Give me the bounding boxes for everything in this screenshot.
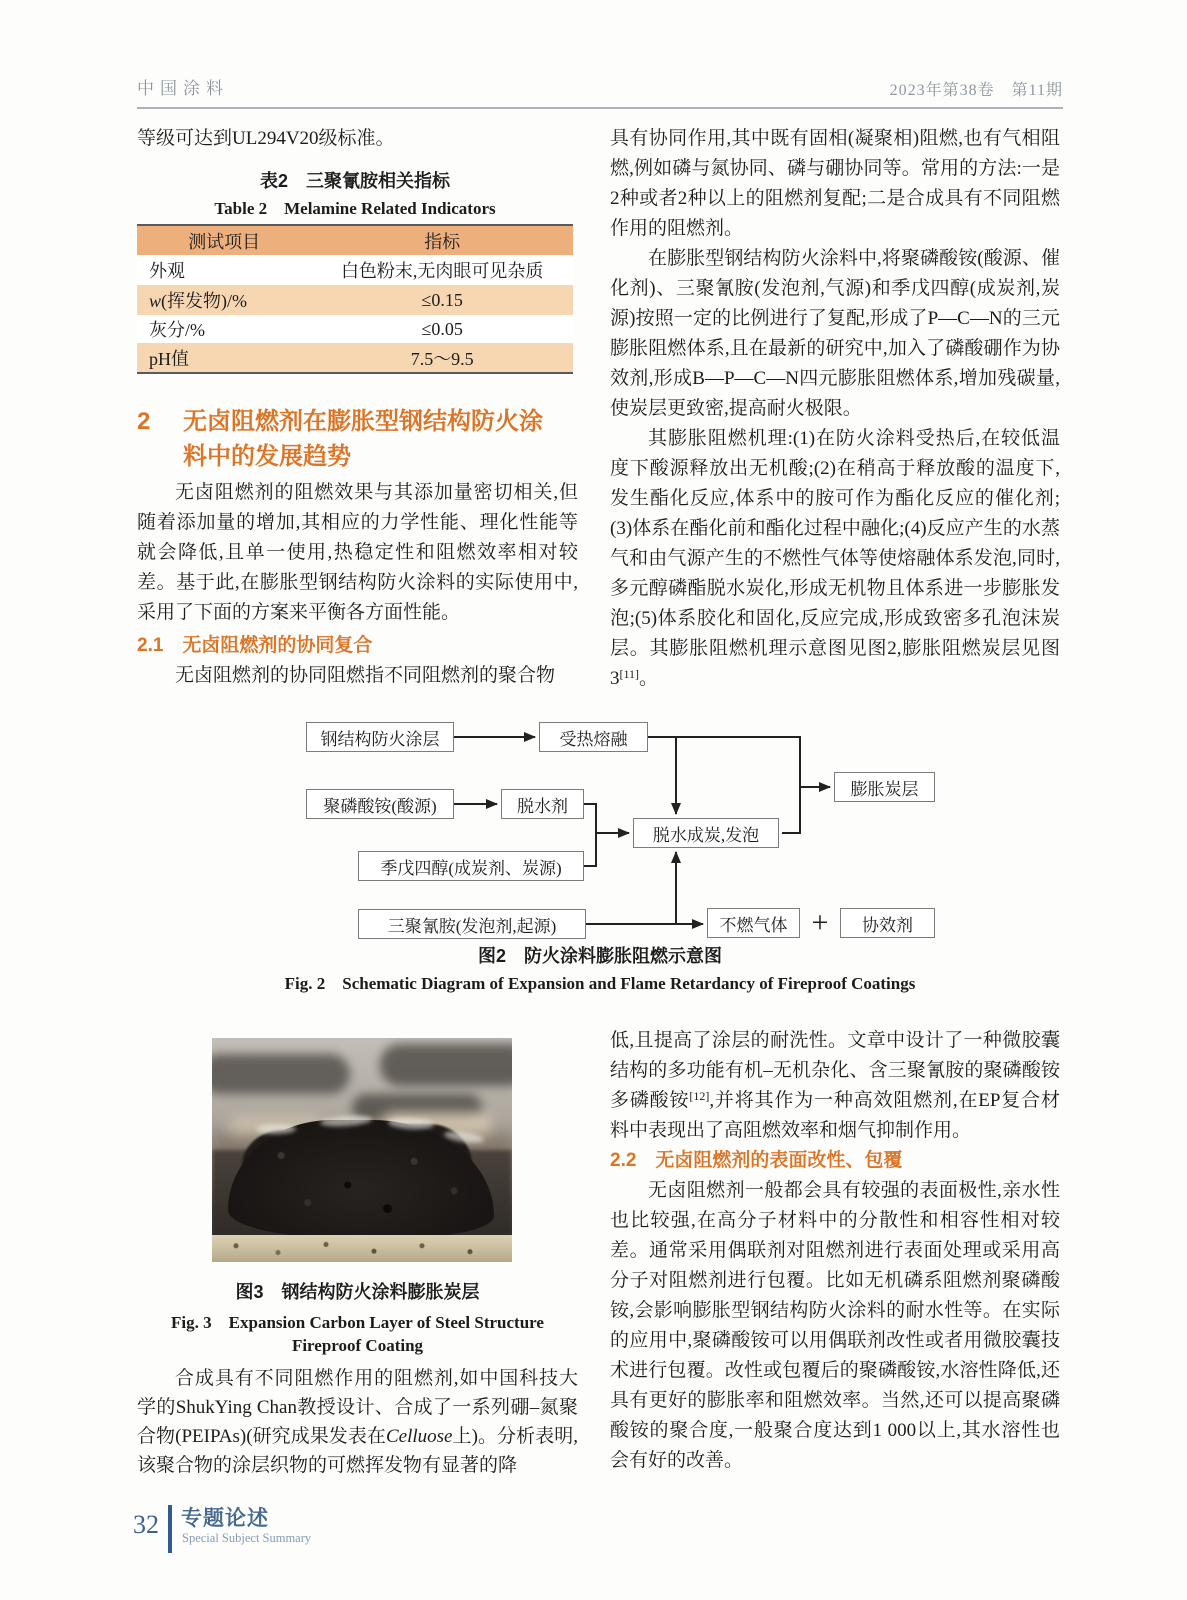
node-expansion-char: 膨胀炭层	[834, 772, 935, 802]
figure3-caption-en-line1: Fig. 3 Expansion Carbon Layer of Steel Structure	[171, 1313, 544, 1332]
left-bottom-paragraph: 合成具有不同阻燃作用的阻燃剂,如中国科技大学的ShukYing Chan教授设计、合成了一系列硼–氮聚合物(PEIPAs)(研究成果发表在Celluose上)。分析表明,该聚合物的涂层织物的可燃挥发物有显著的降	[137, 1368, 579, 1476]
table2-col1-header: 测试项目	[188, 231, 261, 252]
section-2-heading	[137, 404, 585, 474]
node-ammonium-polyphosphate: 聚磷酸铵(酸源)	[306, 789, 454, 819]
right-bottom-paragraph-1: 低,且提高了涂层的耐洗性。文章中设计了一种微胶囊结构的多功能有机–无机杂化、含三聚氰胺的聚磷酸铵多磷酸铵[12],并将其作为一种高效阻燃剂,在EP复合材料中表现出了高阻燃效率和烟气抑制作用。	[610, 1030, 1060, 1141]
right-paragraph-1: 具有协同作用,其中既有固相(凝聚相)阻燃,也有气相阻燃,例如磷与氮协同、磷与硼协同等。常用的方法:一是2种或者2种以上的阻燃剂复配;二是合成具有不同阻燃作用的阻燃剂。	[610, 128, 1060, 239]
table-cell-item: 外观	[149, 261, 185, 281]
right-paragraph-3: 其膨胀阻燃机理:(1)在防火涂料受热后,在较低温度下酸源释放出无机酸;(2)在稍高于释放酸的温度下,发生酯化反应,体系中的胺可作为酯化反应的催化剂;(3)体系在酯化前和酯化过程中融化;(4)反应产生的水蒸气和由气源产生的不燃性气体等使熔融体系发泡,同时,多元醇磷酯脱水炭化,形成无机物且体系进一步膨胀发泡;(5)体系胶化和固化,反应完成,形成致密多孔泡沫炭层。其膨胀阻燃机理示意图见图2,膨胀阻燃炭层见图3[11]。	[610, 428, 1060, 689]
node-dehydrator: 脱水剂	[501, 789, 584, 819]
photo-background-blob	[212, 1054, 350, 1094]
figure3-caption-zh: 图3 钢结构防火涂料膨胀炭层	[235, 1282, 480, 1302]
journal-name: 中国涂料	[137, 79, 229, 98]
table2-title-zh: 表2 三聚氰胺相关指标	[259, 171, 450, 191]
section-2-1-heading: 2.1 无卤阻燃剂的协同复合	[137, 635, 373, 656]
footer-column-en: Special Subject Summary	[182, 1531, 312, 1545]
table-cell-value: ≤0.15	[421, 289, 463, 310]
figure2-flowchart	[290, 695, 950, 945]
left-paragraph-2: 无卤阻燃剂的协同阻燃指不同阻燃剂的聚合物	[175, 665, 556, 686]
citation-12: [12]	[689, 1089, 710, 1103]
table-row	[137, 255, 573, 285]
table-cell-value: 白色粉末,无肉眼可见杂质	[340, 261, 544, 281]
node-pentaerythritol: 季戊四醇(成炭剂、炭源)	[358, 851, 584, 881]
citation-11: [11]	[619, 667, 640, 681]
figure3-caption-en-line2: Fireproof Coating	[291, 1336, 424, 1355]
header-rule	[137, 107, 1063, 109]
footer-divider-bar	[168, 1505, 172, 1553]
table-cell-value: 7.5～9.5	[410, 348, 474, 369]
table2-header-row	[137, 226, 573, 255]
figure2-caption-en: Fig. 2 Schematic Diagram of Expansion and Flame Retardancy of Fireproof Coatings	[284, 974, 916, 993]
footer-column-zh: 专题论述	[181, 1507, 269, 1530]
page-number: 32	[133, 1510, 159, 1539]
section-2-number: 2	[137, 408, 151, 435]
table-cell-item: 灰分/%	[149, 320, 205, 340]
table-row	[137, 315, 573, 343]
figure2-caption-zh: 图2 防火涂料膨胀阻燃示意图	[477, 946, 722, 966]
figure3-photo	[212, 1038, 512, 1262]
plus-sign: +	[811, 906, 829, 939]
right-bottom-paragraph-2: 无卤阻燃剂一般都会具有较强的表面极性,亲水性也比较强,在高分子材料中的分散性和相容性相对较差。通常采用偶联剂对阻燃剂进行表面处理或采用高分子对阻燃剂进行包覆。比如无机磷系阻燃剂聚磷酸铵,会影响膨胀型钢结构防火涂料的耐水性等。在实际的应用中,聚磷酸铵可以用偶联剂改性或者用微胶囊技术进行包覆。改性或包覆后的聚磷酸铵,水溶性降低,还具有更好的膨胀率和阻燃效率。当然,还可以提高聚磷酸铵的聚合度,一般聚合度达到1 000以上,其水溶性也会有好的改善。	[610, 1180, 1060, 1471]
photo-background-blob	[380, 1044, 512, 1086]
table-row	[137, 285, 573, 315]
volatile-label: (挥发物)/%	[161, 291, 247, 311]
node-nonflammable-gas: 不燃气体	[707, 908, 800, 938]
issue-info: 2023年第38卷 第11期	[889, 82, 1063, 99]
node-melamine: 三聚氰胺(发泡剂,起源)	[358, 909, 586, 939]
table-cell-item	[137, 287, 311, 313]
node-char-foam: 脱水成炭,发泡	[633, 818, 779, 848]
node-steel-coating: 钢结构防火涂层	[306, 722, 454, 752]
section-2-title: 无卤阻燃剂在膨胀型钢结构防火涂 料中的发展趋势	[183, 408, 543, 470]
journal-celluose: Celluose	[385, 1426, 453, 1447]
node-heat-melt: 受热熔融	[539, 722, 648, 752]
table-row	[137, 343, 573, 372]
node-synergist: 协效剂	[840, 908, 935, 938]
table-cell-value: ≤0.05	[421, 318, 463, 339]
left-intro-line: 等级可达到UL294V20级标准。	[137, 128, 395, 149]
right-column-bottom	[610, 1026, 1060, 1476]
ash-dust	[256, 1124, 296, 1134]
volatile-symbol: w	[149, 291, 162, 311]
table2-col2-header: 指标	[424, 231, 461, 252]
table2-title-en: Table 2 Melamine Related Indicators	[214, 199, 496, 218]
section-2-2-heading: 2.2 无卤阻燃剂的表面改性、包覆	[610, 1150, 903, 1171]
left-paragraph-1: 无卤阻燃剂的阻燃效果与其添加量密切相关,但随着添加量的增加,其相应的力学性能、理化性能等就会降低,且单一使用,热稳定性和阻燃效率相对较差。基于此,在膨胀型钢结构防火涂料的实际使用中,采用了下面的方案来平衡各方面性能。	[137, 482, 578, 623]
right-column-top	[610, 124, 1060, 694]
table2	[137, 224, 573, 374]
photo-substrate-strip	[212, 1235, 512, 1262]
table-cell-item: pH值	[149, 348, 189, 369]
right-paragraph-2: 在膨胀型钢结构防火涂料中,将聚磷酸铵(酸源、催化剂)、三聚氰胺(发泡剂,气源)和季戊四醇(成炭剂,炭源)按照一定的比例进行了复配,形成了P—C—N的三元膨胀阻燃体系,且在最新的研究中,加入了磷酸硼作为协效剂,形成B—P—C—N四元膨胀阻燃体系,增加残碳量,使炭层更致密,提高耐火极限。	[610, 248, 1060, 419]
